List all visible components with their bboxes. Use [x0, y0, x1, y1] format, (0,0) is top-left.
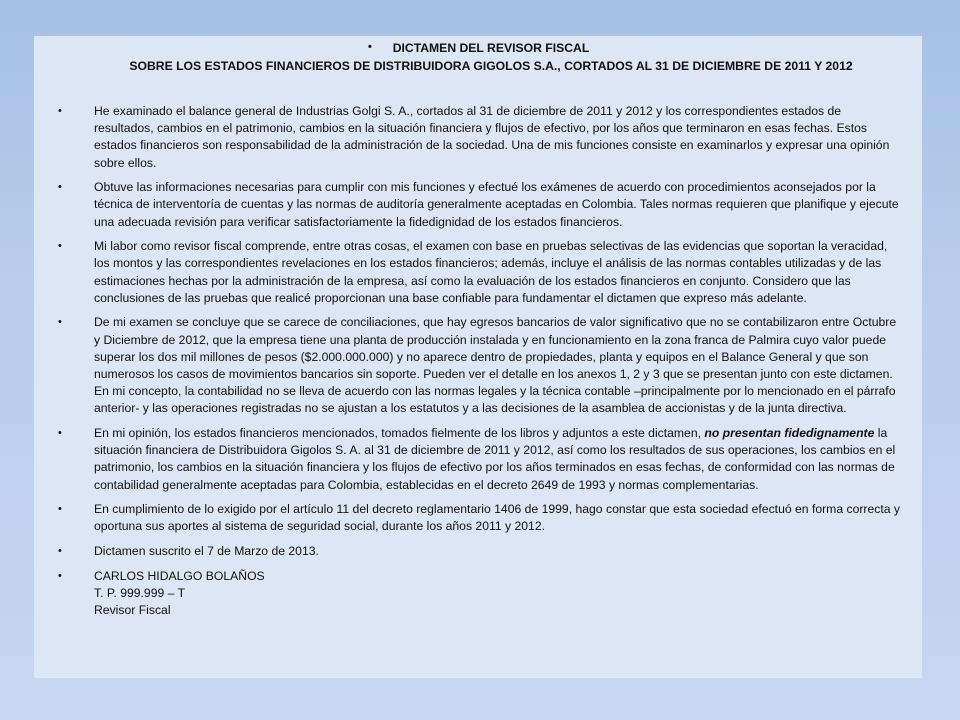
signer-role: Revisor Fiscal [94, 603, 171, 618]
bullet-icon: • [368, 41, 372, 53]
paragraph-2 [58, 179, 902, 231]
paragraph-text: Obtuve las informaciones necesarias para cumplir con mis funciones y efectué los exámenes de acuerdo con procedimientos aconsejados por la técnica de interventoría de cuentas y las normas de auditoría generalmente aceptadas en Colombia. Tales normas requieren que planifique y ejecute una adecuada revisión para verificar satisfactoriamente la fidedignidad de los estados financieros. [94, 180, 899, 229]
document-subtitle: SOBRE LOS ESTADOS FINANCIEROS DE DISTRIBUIDORA GIGOLOS S.A., CORTADOS AL 31 DE DICIEMBRE DE 2011 Y 2012 [129, 59, 853, 73]
paragraph-text: Mi labor como revisor fiscal comprende, entre otras cosas, el examen con base en pruebas selectivas de las evidencias que soportan la veracidad, los montos y las correspondientes revelaciones en los estados financieros; además, incluye el análisis de las normas contables utilizadas y de las estimaciones hechas por la administración de la empresa, así como la evaluación de los estados financieros en conjunto. Considero que las conclusiones de las pruebas que realicé proporcionan una base confiable para fundamentar el dictamen que expreso más adelante. [94, 239, 888, 305]
signer-name: CARLOS HIDALGO BOLAÑOS [94, 568, 265, 583]
bullet-icon: • [58, 240, 62, 253]
paragraph-text-continued: la situación financiera de Distribuidora Gigolos S. A. al 31 de diciembre de 2011 y 2012, así como los resultados de sus operaciones, los cambios en el patrimonio, los cambios en la situación financiera y los flujos de efectivo por los años terminados en esas fechas, de conformidad con las normas de contabilidad generalmente aceptadas para Colombia, establecidas en el decreto 2649 de 1993 y normas complementarias. [94, 426, 896, 492]
title-block [80, 40, 902, 75]
paragraph-6 [58, 501, 902, 535]
paragraph-text: De mi examen se concluye que se carece de conciliaciones, que hay egresos bancarios de valor significativo que no se contabilizaron entre Octubre y Diciembre de 2012, que la empresa tiene una planta de producción instalada y en funcionamiento en la zona franca de Palmira cuyo valor puede superar los dos mil millones de pesos ($2.000.000.000) y no aparece dentro de propiedades, planta y equipos en el Balance General y que son numerosos los casos de movimientos bancarios sin soporte. Pueden ver el detalle en los anexos 1, 2 y 3 que se presentan junto con este dictamen. [94, 315, 897, 382]
paragraph-text-concept: En mi concepto, la contabilidad no se lleva de acuerdo con las normas legales y la técnica contable –principalmente por lo mencionado en el párrafo anterior- y las operaciones registradas no se ajustan a los estatutos y a las decisiones de la asamblea de accionistas y de la junta directiva. [94, 384, 896, 416]
title-line [80, 40, 902, 57]
paragraph-5 [58, 425, 902, 494]
bullet-icon: • [58, 105, 62, 117]
paragraph-list [58, 103, 902, 619]
bullet-icon: • [58, 427, 62, 440]
bullet-icon: • [58, 181, 62, 194]
paragraph-3 [58, 238, 902, 307]
paragraph-text: En mi opinión, los estados financieros mencionados, tomados fielmente de los libros y adjuntos a este dictamen, [94, 426, 705, 441]
paragraph-text: He examinado el balance general de Industrias Golgi S. A., cortados al 31 de diciembre de 2011 y 2012 y los correspondientes estados de resultados, cambios en el patrimonio, cambios en la situación financiera y flujos de efectivo, por los años que terminaron en esas fechas. Estos estados financieros son responsabilidad de la administración de la sociedad. Una de mis funciones consiste en examinarlos y expresar una opinión sobre ellos. [94, 104, 890, 170]
paragraph-text: Dictamen suscrito el 7 de Marzo de 2013. [94, 544, 319, 559]
document-panel [34, 36, 922, 678]
paragraph-text: En cumplimiento de lo exigido por el artículo 11 del decreto reglamentario 1406 de 1999, hago constar que esta sociedad efectuó en forma correcta y oportuna sus aportes al sistema de seguridad social, durante los años 2011 y 2012. [94, 502, 900, 534]
paragraph-1 [58, 103, 902, 172]
bullet-icon: • [58, 569, 62, 582]
signer-license: T. P. 999.999 – T [94, 585, 186, 600]
emphasis-text: no presentan fidedignamente [704, 426, 875, 441]
bullet-icon: • [58, 316, 62, 329]
paragraph-7 [58, 543, 902, 560]
paragraph-4 [58, 314, 902, 417]
bullet-icon: • [58, 545, 62, 558]
bullet-icon: • [58, 503, 62, 516]
signature-block [58, 568, 902, 620]
document-title: DICTAMEN DEL REVISOR FISCAL [392, 41, 590, 55]
